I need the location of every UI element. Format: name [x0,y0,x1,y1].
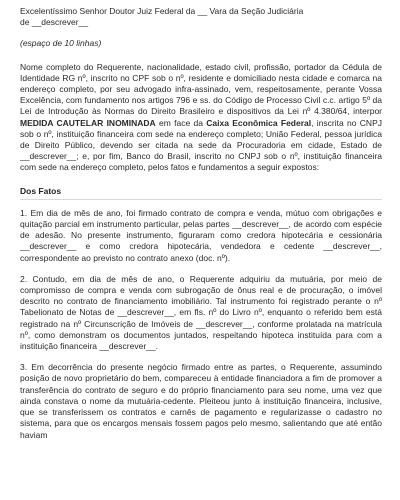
intro-bold-action: MEDIDA CAUTELAR INOMINADA [20,117,156,128]
address-line-2: de __descrever__ [20,17,89,28]
paragraph-1: 1. Em dia de mês de ano, foi firmado contrato de compra e venda, mútuo com obrigações e quitação parcial em instrumento particular, pelas partes __descrever__, de acordo com espécie de adesão. No presente instrumento, figuraram como credora hipotecária e cessionária __descrever__ e como credora hipotecária, vendedora e cedente __descrever__, correspondente ao previsto no contrato anexo (doc. nº). [20,207,382,263]
intro-bold-defendant: Caixa Econômica Federal [206,117,312,128]
address-line-1: Excelentíssimo Senhor Doutor Juiz Federal da __ Vara da Seção Judiciária [20,6,304,16]
paragraph-2: 2. Contudo, em dia de mês de ano, o Requerente adquiriu da mutuária, por meio de compromisso de compra e venda com subrogação de ônus real e de procuração, o imóvel descrito no contrato de financiamento imobiliário. Tal instrumento foi registrado perante o nº Tabelionato de Notas de __descrever__, em fls. nº do Livro nº, enquanto o referido bem está registrado na nº Circunscrição de Imóveis de __descrever__, conforme prolatada na matrícula nº, como demonstram os documentos juntados, respeitando hipoteca instituída para com a instituição financeira __descrever__. [20,273,382,352]
intro-text-2: em face da [155,117,207,128]
section-heading: Dos Fatos [20,185,62,196]
spacing-note: (espaço de 10 linhas) [20,38,102,49]
intro-paragraph [20,62,382,174]
intro-text-1: Nome completo do Requerente, nacionalidade, estado civil, profissão, portador da Cédula de Identidade RG nº, inscrito no CPF sob o nº, residente e domiciliado nesta cidade e comarca na endereço completo, por seu advogado infra-assinado, vem, respeitosamente, perante Vossa Excelência, com fundamento nos artigos 796 e ss. do Código de Processo Civil c.c. artigo 5º da Lei de Introdução às Normas do Direito Brasileiro e dispositivos da Lei nº 4.380/64, interpor [20,61,382,117]
section-divider [20,199,382,200]
paragraph-3: 3. Em decorrência do presente negócio firmado entre as partes, o Requerente, assumindo posição de novo proprietário do bem, compareceu à entidade financiadora a fim de promover a transferência do contrato de seguro e do próprio financiamento para seu nome, uma vez que ainda constava o nome da mutuária-cedente. Pleiteou junto à instituição financeira, inclusive, que se transferissem os contratos e carnês de pagamento e regularizasse o cadastro no sistema, para que os encargos mensais fossem pagos pelo mesmo, salientando que até então haviam [20,362,382,440]
intro-text-3: , inscrita no CNPJ sob o nº, instituição financeira com sede na endereço completo; União Federal, pessoa jurídica de Direito Público, devendo ser citada na sede da Procuradoria em cidade, Estado de __descrever__; e, por fim, Banco do Brasil, inscrito no CNPJ sob o nº, instituição financeira com sede na endereço completo, pelos fatos e fundamentos a seguir expostos: [20,117,382,173]
